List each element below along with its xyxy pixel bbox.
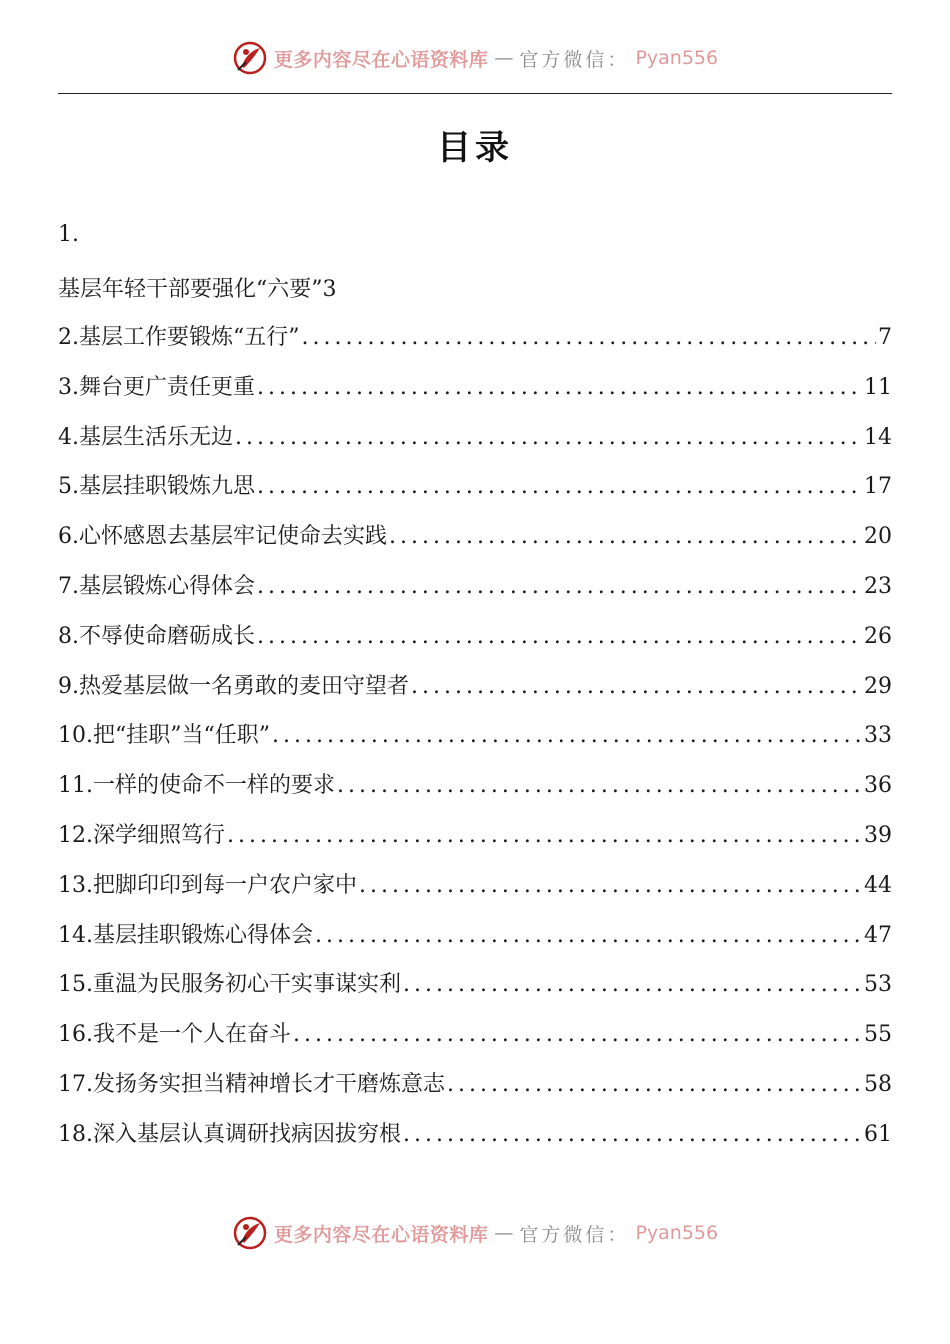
footer-banner-sub: 官方微信： <box>519 1223 630 1246</box>
toc-entry[interactable] <box>58 467 892 517</box>
toc-entry[interactable] <box>58 866 892 916</box>
toc-entry[interactable] <box>58 517 892 567</box>
toc-dot-leader <box>359 866 862 906</box>
header-banner-id: Pyan556 <box>635 47 719 69</box>
toc-entry-label: 5.基层挂职锻炼九思 <box>58 474 255 500</box>
toc-dot-leader <box>411 667 862 707</box>
toc-entry-label: 16.我不是一个人在奋斗 <box>58 1022 291 1048</box>
page-title: 目录 <box>437 128 513 168</box>
toc-entry-page: 44 <box>864 872 892 898</box>
toc-entry-label: 17.发扬务实担当精神增长才干磨炼意志 <box>58 1071 445 1097</box>
toc-first-text[interactable]: 基层年轻干部要强化“六要”3 <box>58 277 337 302</box>
table-of-contents <box>58 318 892 1165</box>
toc-entry-label: 13.把脚印印到每一户农户家中 <box>58 872 357 898</box>
header-rule <box>58 93 892 94</box>
toc-dot-leader <box>257 567 862 607</box>
toc-entry[interactable] <box>58 916 892 966</box>
toc-entry-label: 9.热爱基层做一名勇敢的麦田守望者 <box>58 673 409 699</box>
toc-entry-page: 20 <box>864 524 892 550</box>
toc-first-number: 1. <box>58 222 79 247</box>
toc-dot-leader <box>447 1065 862 1105</box>
rose-pen-logo-icon <box>232 40 268 76</box>
toc-entry-page: 33 <box>864 723 892 749</box>
toc-dot-leader <box>293 1015 862 1055</box>
toc-entry-page: 14 <box>864 424 892 450</box>
toc-dot-leader <box>235 418 862 458</box>
header-banner-separator: — <box>494 47 514 69</box>
toc-entry-label: 12.深学细照笃行 <box>58 822 225 848</box>
footer-banner-separator: — <box>494 1222 514 1244</box>
toc-entry-page: 11 <box>864 374 892 400</box>
toc-entry[interactable] <box>58 1115 892 1165</box>
header-banner-text: 更多内容尽在心语资料库 <box>273 48 489 71</box>
toc-entry[interactable] <box>58 667 892 717</box>
toc-entry[interactable] <box>58 617 892 667</box>
toc-entry-page: 58 <box>864 1071 892 1097</box>
toc-entry-label: 8.不辱使命磨砺成长 <box>58 623 255 649</box>
toc-entry-label: 2.基层工作要锻炼“五行” <box>58 325 300 350</box>
toc-entry[interactable] <box>58 1065 892 1115</box>
footer-banner-id: Pyan556 <box>635 1222 719 1244</box>
toc-dot-leader <box>257 368 862 408</box>
toc-entry-page: 47 <box>864 922 892 948</box>
footer-banner <box>0 1213 950 1253</box>
toc-entry-label: 15.重温为民服务初心干实事谋实利 <box>58 972 401 998</box>
toc-entry[interactable] <box>58 418 892 468</box>
toc-entry-page: 36 <box>864 773 892 799</box>
toc-dot-leader <box>257 467 862 507</box>
toc-entry-label: 6.心怀感恩去基层牢记使命去实践 <box>58 524 387 550</box>
header-banner-sub: 官方微信： <box>519 48 630 71</box>
header-banner <box>0 38 950 78</box>
toc-entry-page: 23 <box>864 573 892 599</box>
toc-entry-page: 61 <box>864 1121 892 1147</box>
toc-entry[interactable] <box>58 567 892 617</box>
toc-entry-page: 53 <box>864 972 892 998</box>
toc-entry-page: 39 <box>864 822 892 848</box>
toc-entry-label: 11.一样的使命不一样的要求 <box>58 773 335 799</box>
toc-entry-page: 55 <box>864 1022 892 1048</box>
toc-entry-page: 29 <box>864 673 892 699</box>
toc-entry-label: 10.把“挂职”当“任职” <box>58 723 270 749</box>
toc-entry[interactable] <box>58 1015 892 1065</box>
toc-dot-leader <box>315 916 862 956</box>
rose-pen-logo-icon <box>232 1215 268 1251</box>
toc-entry-label: 18.深入基层认真调研找病因拔穷根 <box>58 1121 401 1147</box>
toc-entry-label: 14.基层挂职锻炼心得体会 <box>58 922 313 948</box>
toc-dot-leader <box>389 517 862 557</box>
toc-dot-leader <box>403 965 862 1005</box>
toc-entry-page: 26 <box>864 623 892 649</box>
toc-entry-page: 17 <box>864 474 892 500</box>
toc-entry[interactable] <box>58 318 892 368</box>
toc-dot-leader <box>302 318 877 358</box>
toc-dot-leader <box>257 617 862 657</box>
toc-entry-page: 7 <box>878 325 892 350</box>
toc-entry-label: 4.基层生活乐无边 <box>58 424 233 450</box>
footer-banner-text: 更多内容尽在心语资料库 <box>273 1223 489 1246</box>
toc-entry[interactable] <box>58 368 892 418</box>
toc-entry[interactable] <box>58 716 892 766</box>
toc-entry-label: 3.舞台更广责任更重 <box>58 374 255 400</box>
toc-entry-label: 7.基层锻炼心得体会 <box>58 573 255 599</box>
toc-entry[interactable] <box>58 766 892 816</box>
toc-dot-leader <box>272 716 862 756</box>
toc-dot-leader <box>403 1115 862 1155</box>
toc-entry[interactable] <box>58 816 892 866</box>
toc-dot-leader <box>227 816 862 856</box>
toc-entry[interactable] <box>58 965 892 1015</box>
toc-dot-leader <box>337 766 862 806</box>
